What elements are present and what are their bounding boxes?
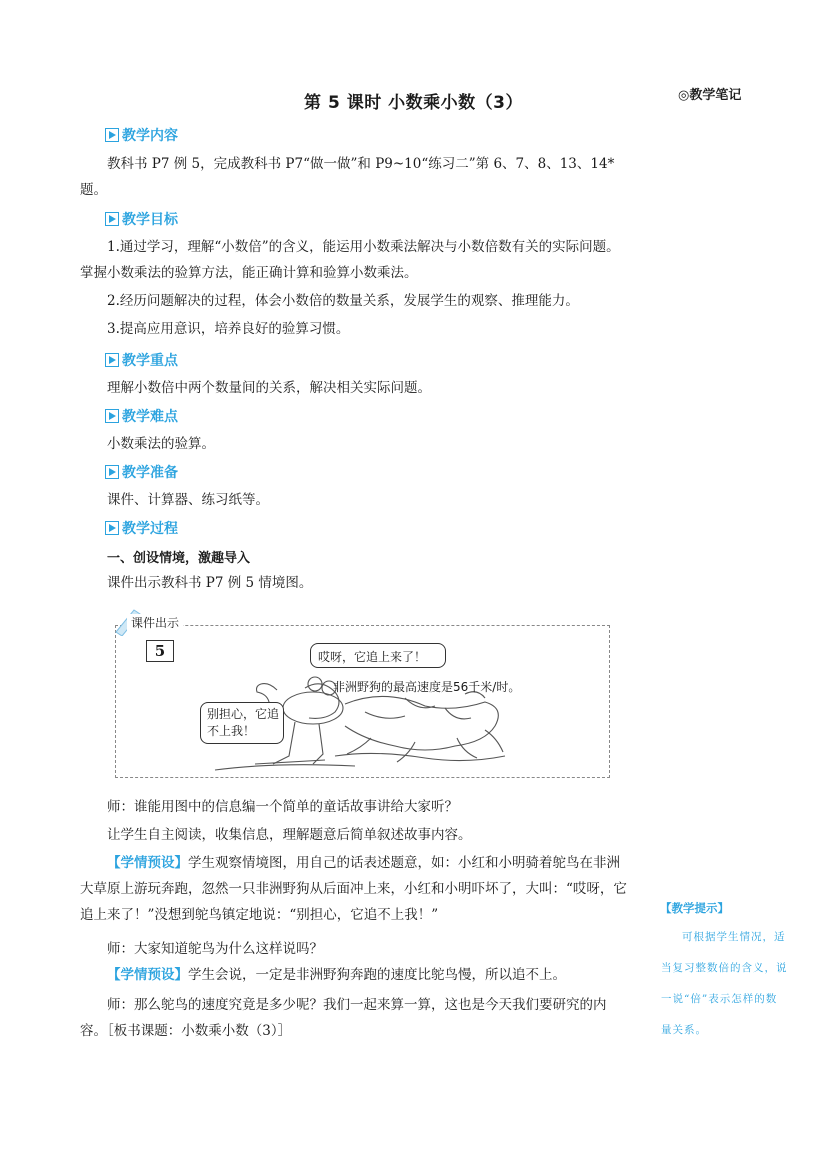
heading-key-point: 教学重点 — [105, 350, 178, 370]
goal-item-1: 1.通过学习，理解“小数倍”的含义，能运用小数乘法解决与小数倍数有关的实际问题。掌握小数乘法的验算方法，能正确计算和验算小数乘法。 — [80, 239, 620, 281]
paragraph-student-reading: 让学生自主阅读，收集信息，理解题意后简单叙述故事内容。 — [107, 827, 472, 843]
difficulty-text: 小数乘法的验算。 — [107, 436, 215, 452]
paragraph-teacher-question: 师：谁能用图中的信息编一个简单的童话故事讲给大家听？ — [107, 799, 458, 815]
paragraph-teacher-topic: 师：那么鸵鸟的速度究竟是多少呢？我们一起来算一算，这也是今天我们要研究的内容。［板书课题：小数乘小数（3）］ — [80, 997, 607, 1039]
key-point-text: 理解小数倍中两个数量间的关系，解决相关实际问题。 — [107, 380, 431, 396]
teaching-notes-label: ◎教学笔记 — [678, 88, 742, 103]
play-triangle-icon — [105, 212, 119, 226]
preset-tag: 【学情预设】 — [107, 967, 188, 983]
heading-preparation: 教学准备 — [105, 462, 178, 482]
bubble-left-text: 别担心，它追不上我！ — [207, 707, 280, 738]
heading-process: 教学过程 — [105, 518, 178, 538]
play-triangle-icon — [105, 465, 119, 479]
play-triangle-icon — [105, 128, 119, 142]
goal-item-2: 2.经历问题解决的过程，体会小数倍的数量关系，发展学生的观察、推理能力。 — [107, 293, 579, 309]
preset-tag: 【学情预设】 — [107, 855, 188, 871]
heading-content: 教学内容 — [105, 125, 178, 145]
goal-item-3: 3.提高应用意识，培养良好的验算习惯。 — [107, 321, 350, 337]
preparation-text: 课件、计算器、练习纸等。 — [107, 492, 269, 508]
sidebar-text: 可根据学生情况，适当复习整数倍的含义，说一说“倍”表示怎样的数量关系。 — [661, 931, 788, 1036]
figure-caption: 非洲野狗的最高速度是56千米/时。 — [333, 680, 521, 694]
bubble-top-text: 哎呀，它追上来了！ — [318, 650, 427, 664]
play-triangle-icon — [105, 353, 119, 367]
content-text: 教科书 P7 例 5，完成教科书 P7“做一做”和 P9~10“练习二”第 6、7、8、13、14*题。 — [80, 156, 615, 198]
process-intro: 课件出示教科书 P7 例 5 情境图。 — [107, 575, 313, 591]
paragraph-preset-2: 【学情预设】学生会说，一定是非洲野狗奔跑的速度比鸵鸟慢，所以追不上。 — [107, 967, 566, 983]
heading-difficulty: 教学难点 — [105, 406, 178, 426]
process-subheading: 一、创设情境，激趣导入 — [107, 551, 251, 566]
paragraph-preset-1: 【学情预设】学生观察情境图，用自己的话表述题意，如：小红和小明骑着鸵鸟在非洲大草原上游玩奔跑，忽然一只非洲野狗从后面冲上来，小红和小明吓坏了，大叫：“哎呀，它追上来了！”没想到鸵鸟镇定地说：“别担心，它追不上我！” — [80, 855, 627, 923]
paragraph-teacher-why: 师：大家知道鸵鸟为什么这样说吗？ — [107, 941, 323, 957]
sidebar-tag: 【教学提示】 — [660, 901, 729, 915]
page-title: 第 5 课时 小数乘小数（3） — [304, 93, 523, 113]
play-triangle-icon — [105, 521, 119, 535]
play-triangle-icon — [105, 409, 119, 423]
figure-label: 课件出示 — [127, 614, 183, 631]
example-number: 5 — [146, 640, 174, 662]
heading-goals: 教学目标 — [105, 209, 178, 229]
